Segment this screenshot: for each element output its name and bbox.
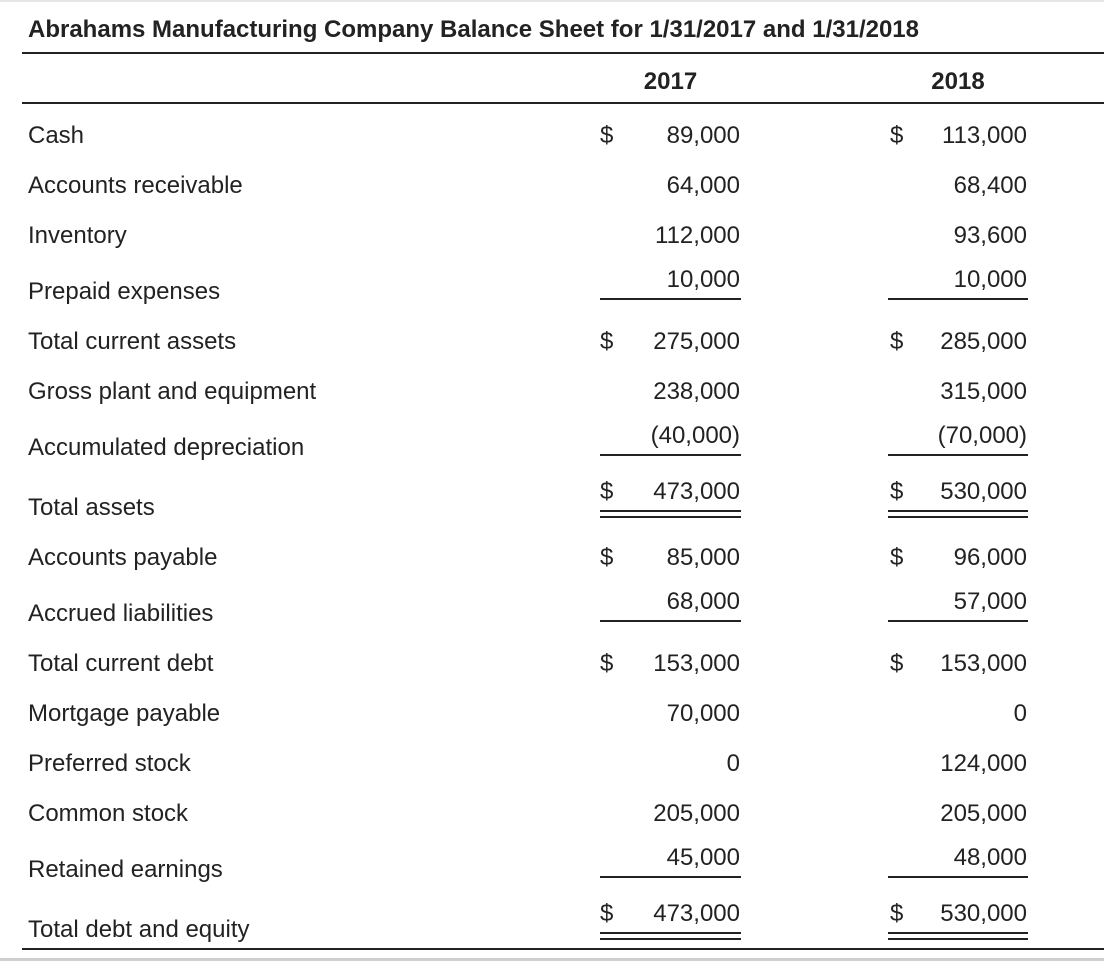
value-2017-mortgage-payable: 70,000: [666, 700, 740, 727]
row-label-accounts-receivable: Accounts receivable: [28, 172, 243, 199]
row-label-accounts-payable: Accounts payable: [28, 544, 218, 571]
value-2017-prepaid-expenses: 10,000: [666, 266, 740, 293]
value-2017-accounts-payable: 85,000: [666, 544, 740, 571]
total-double-underline: [600, 938, 741, 940]
total-double-underline: [888, 516, 1028, 518]
total-double-underline: [888, 510, 1028, 512]
subtotal-underline: [600, 454, 741, 456]
value-2017-total-current-debt: 153,000: [653, 650, 740, 677]
row-label-preferred-stock: Preferred stock: [28, 750, 191, 777]
dollar-sign: $: [600, 478, 614, 505]
row-label-retained-earnings: Retained earnings: [28, 856, 223, 883]
row-label-inventory: Inventory: [28, 222, 127, 249]
value-2017-total-debt-equity: 473,000: [653, 900, 740, 927]
value-2017-cash: 89,000: [666, 122, 740, 149]
dollar-sign: $: [890, 328, 904, 355]
value-2018-total-debt-equity: 530,000: [940, 900, 1027, 927]
dollar-sign: $: [600, 122, 614, 149]
value-2017-total-assets: 473,000: [653, 478, 740, 505]
dollar-sign: $: [600, 328, 614, 355]
subtotal-underline: [888, 876, 1028, 878]
value-2017-accounts-receivable: 64,000: [666, 172, 740, 199]
value-2018-gross-plant: 315,000: [940, 378, 1027, 405]
total-double-underline: [600, 510, 741, 512]
total-double-underline: [888, 932, 1028, 934]
sheet-title: Abrahams Manufacturing Company Balance Sheet for 1/31/2017 and 1/31/2018: [28, 16, 919, 43]
column-header-2017: 2017: [643, 68, 698, 95]
total-double-underline: [600, 932, 741, 934]
row-label-total-current-assets: Total current assets: [28, 328, 237, 355]
subtotal-underline: [888, 454, 1028, 456]
top-border: [0, 0, 1104, 2]
value-2017-preferred-stock: 0: [726, 750, 740, 777]
row-label-mortgage-payable: Mortgage payable: [28, 700, 221, 727]
value-2018-total-current-assets: 285,000: [940, 328, 1027, 355]
row-label-prepaid-expenses: Prepaid expenses: [28, 278, 221, 305]
row-label-gross-plant: Gross plant and equipment: [28, 378, 317, 405]
subtotal-underline: [888, 620, 1028, 622]
subtotal-underline: [600, 298, 741, 300]
subtotal-underline: [888, 298, 1028, 300]
row-label-accumulated-depreciation: Accumulated depreciation: [28, 434, 305, 461]
value-2017-common-stock: 205,000: [653, 800, 740, 827]
dollar-sign: $: [890, 122, 904, 149]
value-2018-accumulated-depreciation: (70,000): [937, 422, 1027, 449]
value-2017-gross-plant: 238,000: [653, 378, 740, 405]
dollar-sign: $: [600, 900, 614, 927]
value-2018-common-stock: 205,000: [940, 800, 1027, 827]
dollar-sign: $: [890, 650, 904, 677]
value-2018-accrued-liabilities: 57,000: [953, 588, 1027, 615]
total-double-underline: [600, 516, 741, 518]
dollar-sign: $: [890, 544, 904, 571]
value-2018-total-assets: 530,000: [940, 478, 1027, 505]
value-2018-mortgage-payable: 0: [1013, 700, 1027, 727]
value-2018-accounts-receivable: 68,400: [953, 172, 1027, 199]
value-2018-prepaid-expenses: 10,000: [953, 266, 1027, 293]
dollar-sign: $: [890, 900, 904, 927]
row-label-total-debt-equity: Total debt and equity: [28, 916, 250, 943]
row-label-cash: Cash: [28, 122, 85, 149]
value-2018-cash: 113,000: [942, 122, 1027, 149]
value-2017-total-current-assets: 275,000: [653, 328, 740, 355]
value-2018-retained-earnings: 48,000: [953, 844, 1027, 871]
row-label-total-assets: Total assets: [28, 494, 155, 521]
dollar-sign: $: [600, 650, 614, 677]
row-label-accrued-liabilities: Accrued liabilities: [28, 600, 214, 627]
value-2018-inventory: 93,600: [953, 222, 1027, 249]
value-2018-total-current-debt: 153,000: [940, 650, 1027, 677]
total-double-underline: [888, 938, 1028, 940]
value-2017-accrued-liabilities: 68,000: [666, 588, 740, 615]
row-label-common-stock: Common stock: [28, 800, 189, 827]
header-rule: [22, 102, 1104, 104]
title-rule: [22, 52, 1104, 54]
outer-bottom-border: [0, 958, 1104, 961]
value-2018-accounts-payable: 96,000: [953, 544, 1027, 571]
row-label-total-current-debt: Total current debt: [28, 650, 214, 677]
bottom-rule: [22, 948, 1104, 950]
value-2018-preferred-stock: 124,000: [940, 750, 1027, 777]
value-2017-retained-earnings: 45,000: [666, 844, 740, 871]
subtotal-underline: [600, 876, 741, 878]
value-2017-accumulated-depreciation: (40,000): [650, 422, 740, 449]
dollar-sign: $: [890, 478, 904, 505]
value-2017-inventory: 112,000: [655, 222, 740, 249]
subtotal-underline: [600, 620, 741, 622]
dollar-sign: $: [600, 544, 614, 571]
column-header-2018: 2018: [931, 68, 985, 95]
